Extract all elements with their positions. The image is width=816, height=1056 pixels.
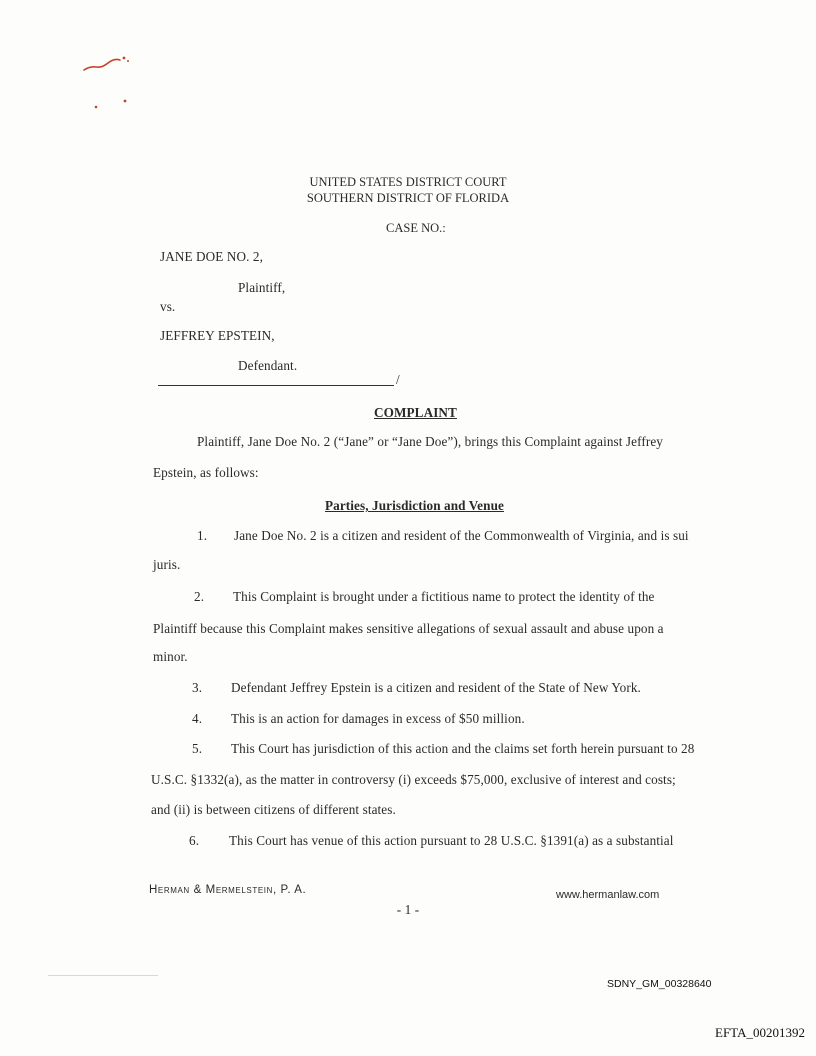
paragraph-line: This Court has venue of this action pursuant to 28 U.S.C. §1391(a) as a substantial — [229, 833, 674, 848]
efta-number: EFTA_00201392 — [715, 1025, 805, 1040]
paragraph-number: 5. — [192, 741, 203, 756]
paragraph-line: Jane Doe No. 2 is a citizen and resident of the Commonwealth of Virginia, and is sui — [234, 528, 689, 543]
paragraph-line: Plaintiff because this Complaint makes sensitive allegations of sexual assault and abuse upon a — [153, 621, 664, 636]
caption-rule — [158, 385, 394, 386]
court-name — [0, 174, 816, 206]
page-number: - 1 - — [396, 902, 420, 917]
paragraph-line: This Complaint is brought under a fictitious name to protect the identity of the — [233, 589, 655, 604]
paragraph-line: U.S.C. §1332(a), as the matter in controversy (i) exceeds $75,000, exclusive of interest and costs; — [151, 772, 676, 787]
scan-artifact-line — [48, 975, 158, 976]
versus-label: vs. — [160, 299, 176, 314]
court-line-1: UNITED STATES DISTRICT COURT — [309, 175, 507, 189]
paragraph-number: 1. — [197, 528, 208, 543]
paragraph-line: This Court has jurisdiction of this action and the claims set forth herein pursuant to 28 — [231, 741, 695, 756]
bates-number: SDNY_GM_00328640 — [607, 978, 712, 990]
paragraph-number: 2. — [194, 589, 205, 604]
paragraph-line: Defendant Jeffrey Epstein is a citizen and resident of the State of New York. — [231, 680, 641, 695]
intro-line-1: Plaintiff, Jane Doe No. 2 (“Jane” or “Jane Doe”), brings this Complaint against Jeffrey — [197, 434, 663, 449]
paragraph-line: This is an action for damages in excess of $50 million. — [231, 711, 525, 726]
paragraph-number: 6. — [189, 833, 200, 848]
caption-slash: / — [396, 372, 400, 387]
document-title: COMPLAINT — [374, 405, 457, 420]
paragraph-line: minor. — [153, 649, 188, 664]
section-heading: Parties, Jurisdiction and Venue — [325, 498, 504, 513]
intro-line-2: Epstein, as follows: — [153, 465, 259, 480]
plaintiff-role: Plaintiff, — [238, 280, 286, 295]
footer-firm-name: Herman & Mermelstein, P. A. — [149, 884, 307, 896]
court-line-2: SOUTHERN DISTRICT OF FLORIDA — [306, 191, 510, 205]
paragraph-number: 3. — [192, 680, 203, 695]
paragraph-number: 4. — [192, 711, 203, 726]
plaintiff-name: JANE DOE NO. 2, — [160, 249, 263, 264]
paragraph-line: juris. — [153, 557, 181, 572]
defendant-role: Defendant. — [238, 358, 298, 373]
defendant-name: JEFFREY EPSTEIN, — [160, 328, 275, 343]
case-number-label: CASE NO.: — [386, 221, 446, 235]
ink-scribble — [80, 50, 140, 110]
footer-website: www.hermanlaw.com — [556, 889, 660, 901]
paragraph-line: and (ii) is between citizens of different states. — [151, 802, 396, 817]
